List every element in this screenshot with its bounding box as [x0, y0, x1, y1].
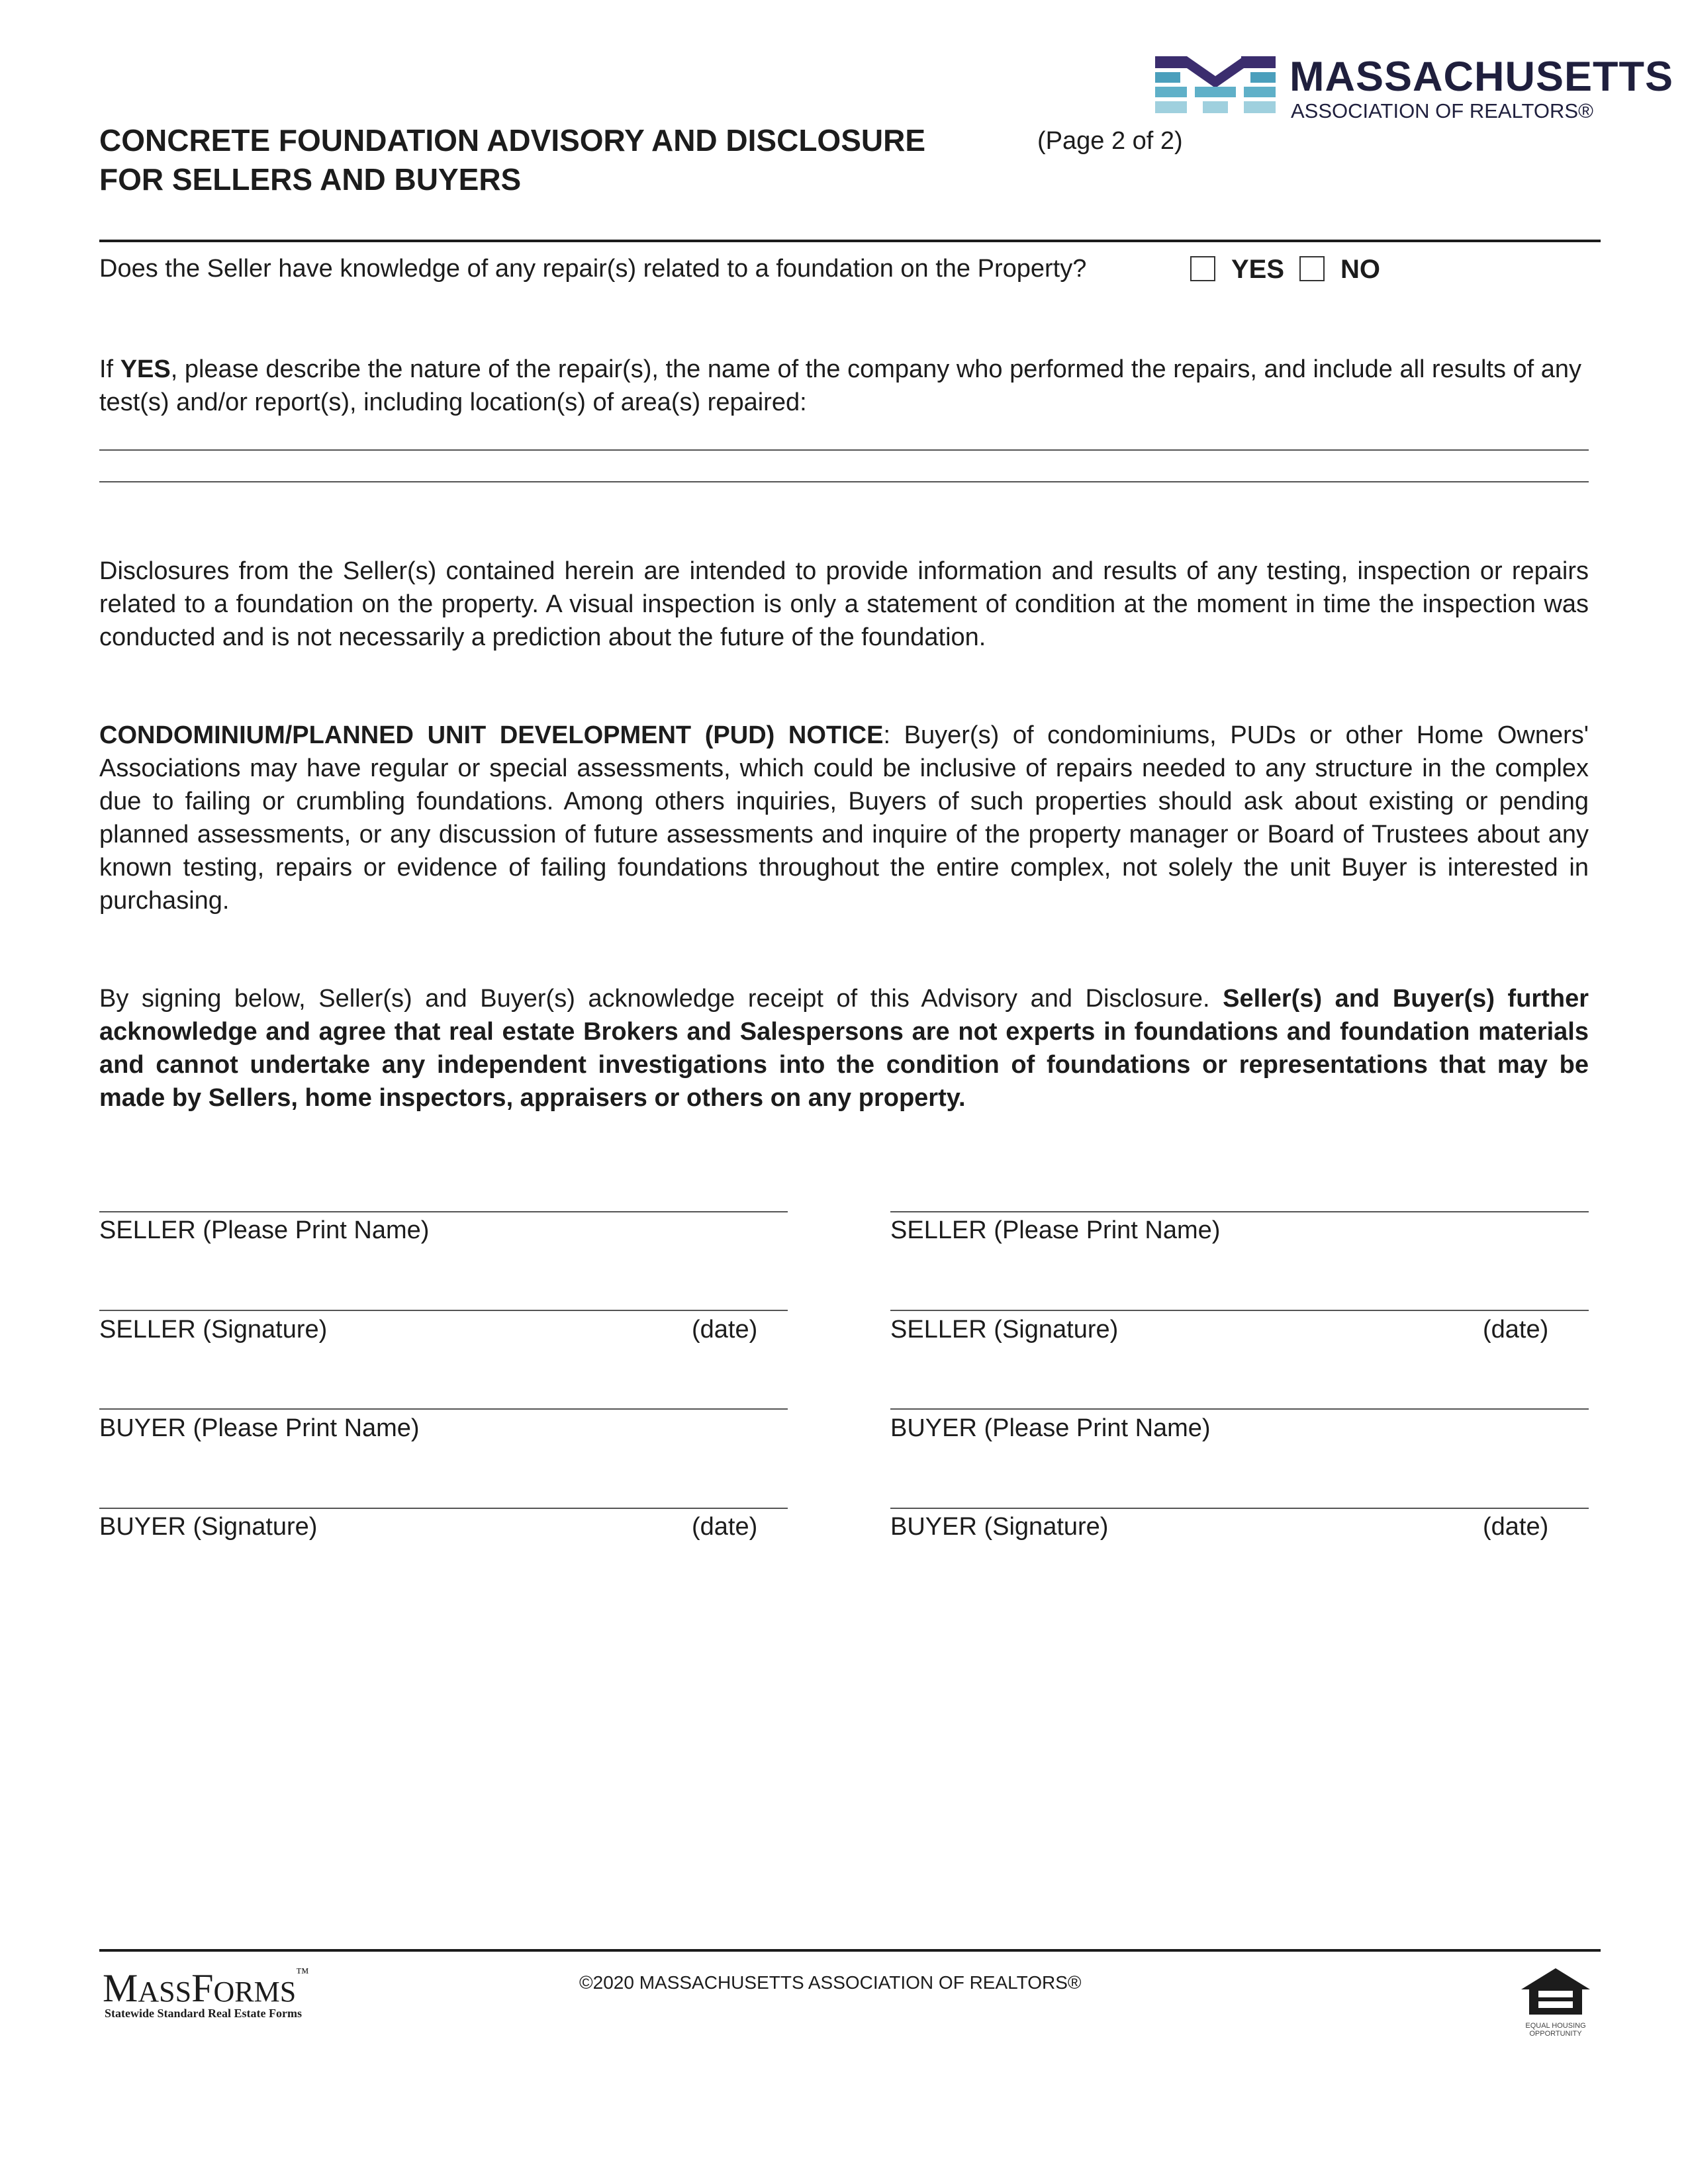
buyer-signature-line-right[interactable]	[890, 1508, 1589, 1509]
equal-housing-text: EQUAL HOUSING OPPORTUNITY	[1525, 2022, 1586, 2038]
yes-checkbox[interactable]	[1190, 256, 1215, 281]
logo-subtitle: ASSOCIATION OF REALTORS®	[1291, 99, 1593, 122]
buyer-print-label-right: BUYER (Please Print Name)	[890, 1414, 1211, 1442]
seller-date-label-right: (date)	[1483, 1316, 1549, 1343]
seller-signature-line-left[interactable]	[99, 1310, 788, 1311]
acknowledgement-paragraph: By signing below, Seller(s) and Buyer(s) acknowledge receipt of this Advisory and Disclosure. Seller(s) and Buyer(s) further acknowledge and agree that real estate Brokers and Salespersons are not experts in foundations and foundation materials and cannot undertake any independent investigations into the condition of foundations or representations that may be made by Sellers, home inspectors, appraisers or others on any property.	[99, 985, 1589, 1112]
equal-housing-house-icon	[1516, 1964, 1595, 2019]
buyer-signature-label-left: BUYER (Signature)	[99, 1513, 318, 1541]
repair-description-line-1[interactable]	[99, 449, 1589, 451]
no-checkbox[interactable]	[1299, 256, 1325, 281]
seller-print-line-right[interactable]	[890, 1211, 1589, 1212]
yes-label: YES	[1231, 255, 1285, 284]
copyright-notice: ©2020 MASSACHUSETTS ASSOCIATION OF REALTORS®	[579, 1972, 1082, 1993]
buyer-date-label-left: (date)	[692, 1513, 758, 1541]
logo-wordmark: MASSACHUSETTS	[1289, 54, 1674, 100]
seller-signature-label-right: SELLER (Signature)	[890, 1316, 1119, 1343]
repair-description-line-2[interactable]	[99, 481, 1589, 482]
disclosure-paragraph: Disclosures from the Seller(s) contained herein are intended to provide information and results of any testing, inspection or repairs related to a foundation on the property. A visual inspection is only a statement of condition at the moment in time the inspection was conducted and is not necessarily a prediction about the future of the foundation.	[99, 557, 1589, 651]
header-divider	[99, 240, 1601, 242]
no-label: NO	[1340, 255, 1380, 284]
seller-print-line-left[interactable]	[99, 1211, 788, 1212]
seller-signature-label-left: SELLER (Signature)	[99, 1316, 328, 1343]
page-indicator: (Page 2 of 2)	[1037, 127, 1183, 155]
buyer-print-label-left: BUYER (Please Print Name)	[99, 1414, 420, 1442]
seller-print-label-left: SELLER (Please Print Name)	[99, 1216, 430, 1244]
repair-description-instructions: If YES, please describe the nature of the repair(s), the name of the company who performed the repairs, and include all results of any test(s) and/or report(s), including location(s) of area(s) repaired:	[99, 355, 1582, 416]
condo-pud-notice: CONDOMINIUM/PLANNED UNIT DEVELOPMENT (PUD) NOTICE: Buyer(s) of condominiums, PUDs or other Home Owners' Associations may have regular or special assessments, which could be inclusive of repairs needed to any structure in the complex due to failing or crumbling foundations. Among others inquiries, Buyers of such properties should ask about existing or pending planned assessments, or any discussion of future assessments and inquire of the property manager or Board of Trustees about any known testing, repairs or evidence of failing foundations throughout the entire complex, not solely the unit Buyer is interested in purchasing.	[99, 721, 1589, 915]
buyer-date-label-right: (date)	[1483, 1513, 1549, 1541]
foundation-repair-question: Does the Seller have knowledge of any repair(s) related to a foundation on the Property?	[99, 255, 1087, 283]
seller-date-label-left: (date)	[692, 1316, 758, 1343]
buyer-signature-line-left[interactable]	[99, 1508, 788, 1509]
massforms-logo: MASSFORMS™	[103, 1966, 309, 2010]
buyer-print-line-right[interactable]	[890, 1408, 1589, 1410]
footer-divider	[99, 1949, 1601, 1952]
seller-signature-line-right[interactable]	[890, 1310, 1589, 1311]
buyer-signature-label-right: BUYER (Signature)	[890, 1513, 1109, 1541]
mar-logo-mark-icon	[1155, 56, 1276, 119]
document-title-line2: FOR SELLERS AND BUYERS	[99, 162, 522, 197]
document-title-line1: CONCRETE FOUNDATION ADVISORY AND DISCLOSURE	[99, 123, 926, 158]
massforms-tagline: Statewide Standard Real Estate Forms	[105, 2007, 302, 2020]
equal-housing-badge	[1516, 1964, 1595, 2038]
seller-print-label-right: SELLER (Please Print Name)	[890, 1216, 1221, 1244]
buyer-print-line-left[interactable]	[99, 1408, 788, 1410]
